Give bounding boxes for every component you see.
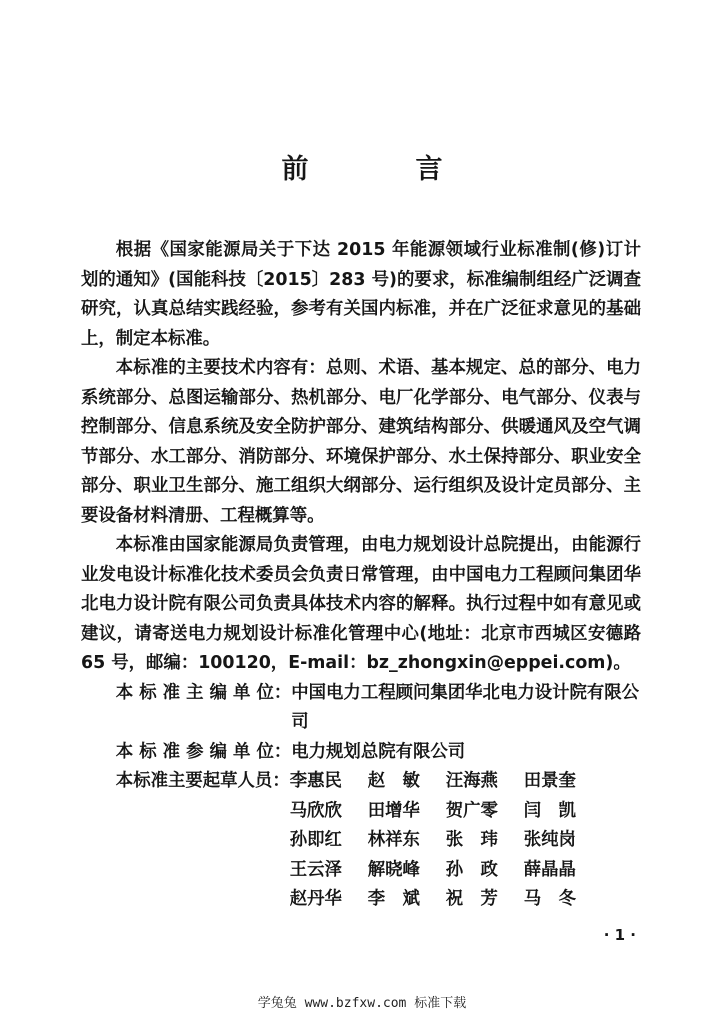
participating-label: 本 标 准 参 编 单 位： — [115, 741, 292, 762]
chief-editor-unit — [81, 679, 641, 738]
drafter-name: 解晓峰 — [367, 859, 420, 880]
drafters-row — [290, 856, 641, 886]
drafter-name: 孙即红 — [289, 830, 342, 850]
drafter-name: 汪海燕 — [445, 771, 498, 791]
drafters-row — [290, 767, 641, 797]
drafter-name: 闫 凯 — [523, 800, 576, 821]
paragraph-plan-basis: 根据《国家能源局关于下达 2015 年能源领域行业标准制(修)订计划的通知》(国能科技〔2015〕283 号)的要求，标准编制组经广泛调查研究，认真总结实践经验，参考有关国内标准，并在广泛征求意见的基础上，制定本标准。 — [81, 240, 642, 349]
drafters-row — [290, 885, 641, 915]
drafters-row — [290, 797, 641, 827]
participating-value: 电力规划总院有限公司 — [291, 741, 466, 762]
drafter-name: 张 玮 — [445, 830, 498, 850]
drafters-section — [81, 767, 641, 915]
drafter-name: 马 冬 — [523, 889, 576, 909]
drafter-name: 张纯岗 — [523, 830, 576, 850]
drafter-name: 赵 敏 — [367, 771, 420, 791]
chief-editor-value: 中国电力工程顾问集团华北电力设计院有限公司 — [291, 682, 640, 732]
drafter-name: 田景奎 — [523, 771, 576, 791]
drafter-name: 赵丹华 — [289, 889, 342, 909]
drafter-name: 马欣欣 — [289, 800, 342, 821]
drafters-row — [290, 826, 641, 856]
page-title: 前 言 — [281, 154, 483, 185]
drafter-name: 李惠民 — [289, 771, 342, 791]
chief-editor-label: 本 标 准 主 编 单 位： — [115, 682, 292, 703]
paragraph-management: 本标准由国家能源局负责管理，由电力规划设计总院提出，由能源行业发电设计标准化技术委员会负责日常管理，由中国电力工程顾问集团华北电力设计院有限公司负责具体技术内容的解释。执行过程中如有意见或建议，请寄送电力规划设计标准化管理中心(地址：北京市西城区安德路 65 号，邮编：100120，E-mail：bz_zhongxin@eppei.com)。 — [81, 535, 641, 673]
drafter-name: 祝 芳 — [445, 889, 498, 909]
page-number: · 1 · — [603, 926, 636, 944]
drafter-name: 薛晶晶 — [523, 859, 576, 880]
drafter-name: 李 斌 — [367, 889, 420, 909]
drafter-name: 贺广零 — [445, 800, 498, 821]
drafters-names — [290, 767, 641, 915]
document-body — [81, 236, 641, 915]
drafters-label: 本标准主要起草人员： — [115, 771, 290, 791]
paragraph-technical-content: 本标准的主要技术内容有：总则、术语、基本规定、总的部分、电力系统部分、总图运输部分、热机部分、电厂化学部分、电气部分、仪表与控制部分、信息系统及安全防护部分、建筑结构部分、供暖通风及空气调节部分、水工部分、消防部分、环境保护部分、水土保持部分、职业安全部分、职业卫生部分、施工组织大纲部分、运行组织及设计定员部分、主要设备材料清册、工程概算等。 — [81, 358, 641, 526]
drafter-name: 孙 政 — [445, 859, 498, 880]
drafter-name: 林祥东 — [367, 830, 420, 850]
participating-unit — [81, 738, 641, 768]
drafter-name: 田增华 — [367, 800, 420, 821]
drafter-name: 王云泽 — [289, 859, 342, 880]
site-footer: 学兔兔 www.bzfxw.com 标准下载 — [257, 996, 467, 1011]
